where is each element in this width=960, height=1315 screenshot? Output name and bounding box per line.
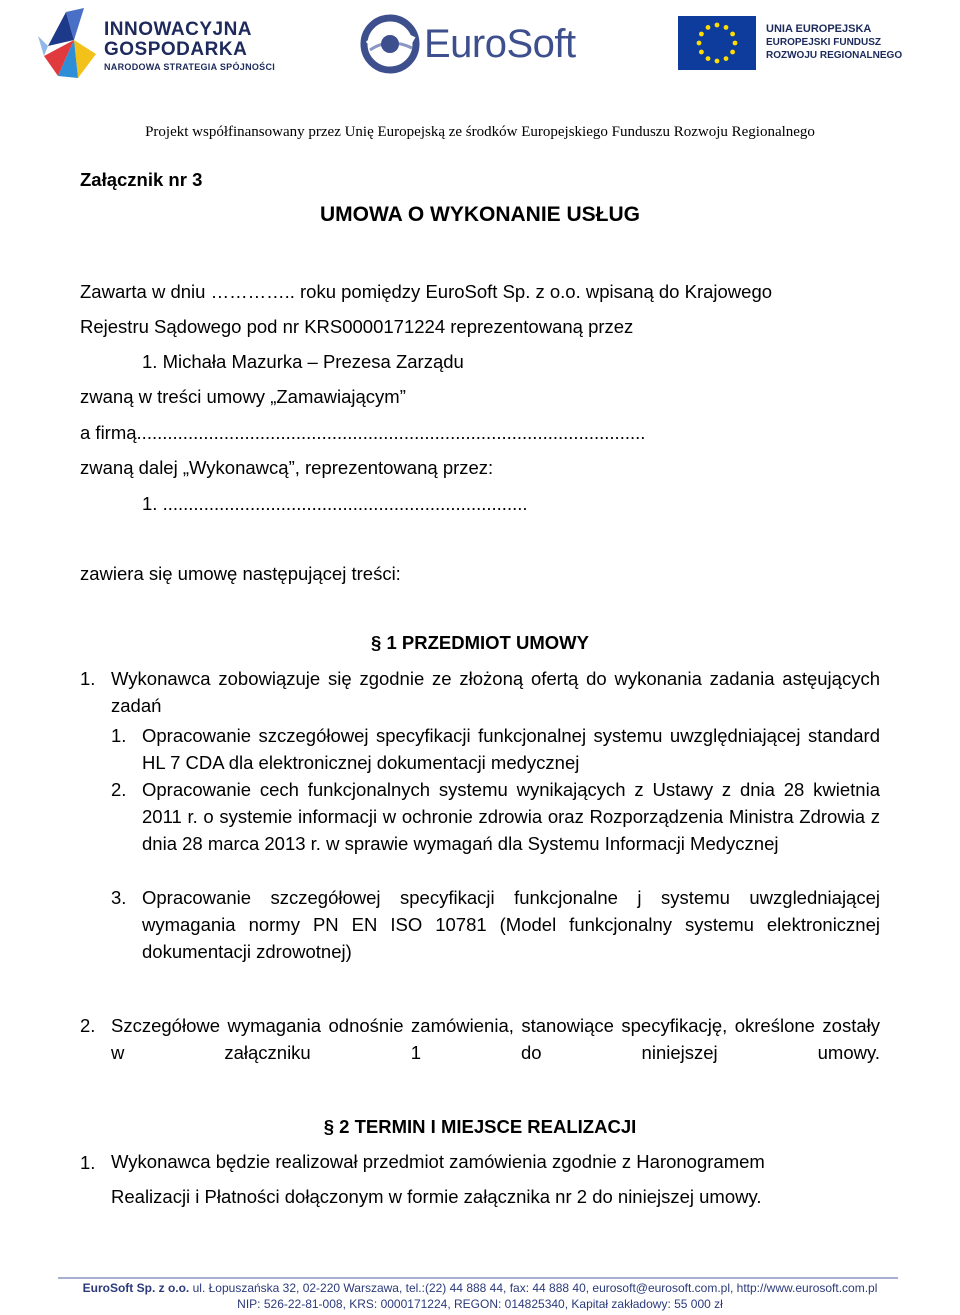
document-title: UMOWA O WYKONANIE USŁUG <box>319 203 641 226</box>
intro-line-5: a firmą................................................................................................... <box>80 422 646 443</box>
s1-p2-text: Szczegółowe wymagania odnośnie zamówienia, stanowiące specyfikację, określone zostały w załączniku 1 do niniejszej umowy. <box>111 1015 880 1063</box>
s2-p1-line1: Wykonawca będzie realizował przedmiot zamówienia zgodnie z Haronogramem <box>111 1151 765 1172</box>
innowacyjna-line2: GOSPODARKA <box>104 39 248 60</box>
footer-address: ul. Łopuszańska 32, 02-220 Warszawa, tel.:(22) 44 888 44, fax: 44 888 40, eurosoft@eurosoft.com.pl, http://www.eurosoft.com.pl <box>189 1281 878 1295</box>
s2-p1-number: 1. <box>80 1152 96 1173</box>
intro-line-1: Zawarta w dniu ………….. roku pomiędzy EuroSoft Sp. z o.o. wpisaną do Krajowego <box>80 281 773 302</box>
eu-line1: UNIA EUROPEJSKA <box>766 23 872 35</box>
s1-sub2-text: Opracowanie cech funkcjonalnych systemu wynikających z Ustawy z dnia 28 kwietnia 2011 r. o systemie informacji w ochronie zdrowia oraz Rozporządzenia Ministra Zdrowia z dnia 28 marca 2013 r. w sprawie wymagań dla Systemu Informacji Medycznej <box>142 779 880 854</box>
intro-line-3: 1. Michała Mazurka – Prezesa Zarządu <box>142 351 464 372</box>
eu-fund-logo <box>678 14 908 74</box>
eu-flag-icon <box>678 16 756 70</box>
s1-sub3-text: Opracowanie szczegółowej specyfikacji funkcjonalne j systemu uwzgledniającej wymagania normy PN EN ISO 10781 (Model funkcjonalny systemu elektronicznej dokumentacji zdrowotnej) <box>142 887 880 962</box>
innowacyjna-gospodarka-wordmark <box>104 20 275 74</box>
s2-p1-line2: Realizacji i Płatności dołączonym w formie załącznika nr 2 do niniejszej umowy. <box>111 1186 762 1207</box>
s1-sub1-text: Opracowanie szczegółowej specyfikacji funkcjonalnej systemu uwzględniającej standard HL 7 CDA dla elektronicznej dokumentacji medycznej <box>142 725 880 773</box>
innowacyjna-gospodarka-logo <box>38 6 288 82</box>
innowacyjna-gospodarka-emblem-icon <box>38 6 100 82</box>
s1-sub3-number: 3. <box>111 887 127 908</box>
intro-line-4: zwaną w treści umowy „Zamawiającym” <box>80 386 406 407</box>
eurosoft-wordmark: EuroSoft <box>424 22 576 66</box>
intro-line-7: 1. ....................................................................... <box>142 493 528 514</box>
footer-contact-line <box>0 1280 960 1296</box>
eurosoft-swirl-icon <box>360 14 420 74</box>
eu-fund-wordmark <box>766 22 902 62</box>
page-header <box>0 0 960 120</box>
footer-company: EuroSoft Sp. z o.o. <box>82 1281 190 1295</box>
eu-line3: ROZWOJU REGIONALNEGO <box>766 50 903 61</box>
intro-line-8: zawiera się umowę następującej treści: <box>80 563 401 584</box>
eu-line2: EUROPEJSKI FUNDUSZ <box>766 37 882 48</box>
s1-p2-number: 2. <box>80 1015 96 1036</box>
s1-sub1-number: 1. <box>111 725 127 746</box>
innowacyjna-line1: INNOWACYJNA <box>104 19 253 40</box>
s1-sub2-number: 2. <box>111 779 127 800</box>
s1-p1-text: Wykonawca zobowiązuje się zgodnie ze złożoną ofertą do wykonania zadania astęujących zadań <box>111 668 880 716</box>
footer-registry-line: NIP: 526-22-81-008, KRS: 0000171224, REGON: 014825340, Kapitał zakładowy: 55 000 zł <box>237 1297 723 1311</box>
intro-line-2: Rejestru Sądowego pod nr KRS0000171224 reprezentowaną przez <box>80 316 634 337</box>
attachment-label: Załącznik nr 3 <box>80 169 203 190</box>
cofinancing-note: Projekt współfinansowany przez Unię Europejską ze środków Europejskiego Funduszu Rozwoju Regionalnego <box>145 124 815 140</box>
s1-p1-number: 1. <box>80 668 96 689</box>
innowacyjna-line3: NARODOWA STRATEGIA SPÓJNOŚCI <box>104 62 276 72</box>
section-2-heading: § 2 TERMIN I MIEJSCE REALIZACJI <box>323 1116 637 1137</box>
footer-divider <box>58 1277 898 1279</box>
page-footer <box>0 1274 960 1315</box>
section-1-heading: § 1 PRZEDMIOT UMOWY <box>371 632 589 653</box>
intro-line-6: zwaną dalej „Wykonawcą”, reprezentowaną przez: <box>80 457 494 478</box>
eurosoft-logo <box>360 14 590 74</box>
